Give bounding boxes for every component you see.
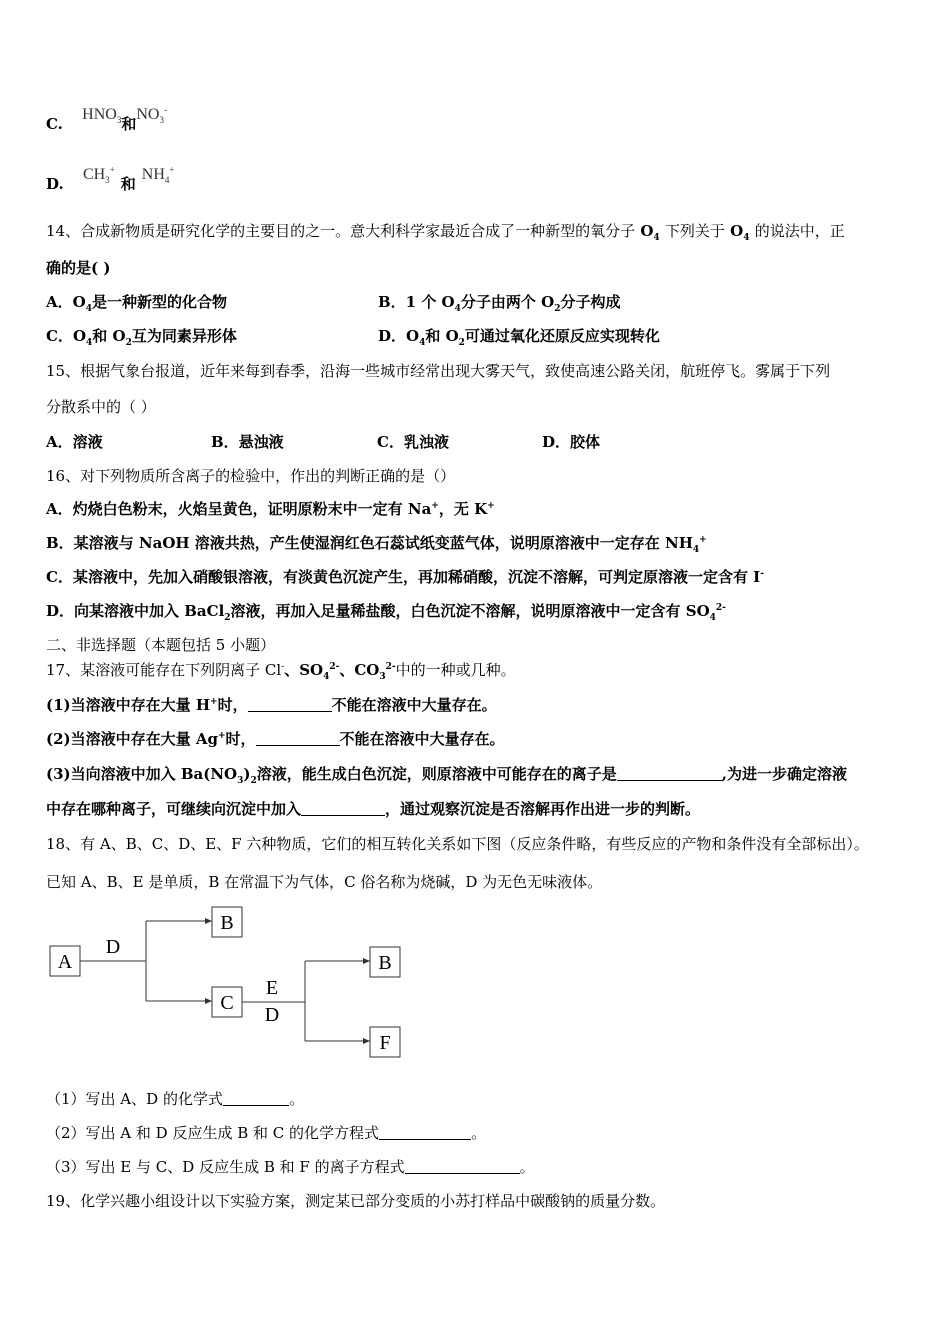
q18-part3: （3）写出 E 与 C、D 反应生成 B 和 F 的离子方程式 。 [46, 1158, 535, 1176]
q17-part3-cont: 中存在哪种离子，可继续向沉淀中加入 ，通过观察沉淀是否溶解再作出进一步的判断。 [46, 800, 701, 818]
q17-part3: (3)当向溶液中加入 $Ba(NO_3)_2$溶液，能生成白色沉淀，则原溶液中可能存在的离子是 ,为进一步确定溶液 [46, 765, 848, 786]
formula-hno3: $HNO_3$ [82, 106, 122, 126]
node-f: F [379, 1032, 391, 1054]
q16-option-b: B．某溶液与 NaOH 溶液共热，产生使湿润红色石蕊试纸变蓝气体，说明原溶液中一定存在 $NH_4^+$ [46, 534, 707, 555]
formula-no3: $NO_3^-$ [136, 104, 167, 126]
q14-option-c: C．$O_4$和 $O_2$互为同素异形体 [46, 327, 237, 348]
q15-option-b: B．悬浊液 [211, 433, 284, 451]
answer-blank[interactable] [223, 1091, 289, 1106]
label-e: E [265, 977, 279, 999]
q15-stem-line1: 15、根据气象台报道，近年来每到春季，沿海一些城市经常出现大雾天气，致使高速公路关闭，航班停飞。雾属于下列 [46, 362, 831, 380]
q14-stem-line2: 确的是( ) [46, 259, 111, 277]
q15-option-a: A．溶液 [46, 433, 103, 451]
label-d2: D [264, 1004, 280, 1026]
node-b1: B [220, 912, 234, 934]
section-heading: 二、非选择题（本题包括 5 小题） [46, 636, 276, 654]
q19-stem: 19、化学兴趣小组设计以下实验方案，测定某已部分变质的小苏打样品中碳酸钠的质量分数。 [46, 1192, 666, 1210]
q18-part2: （2）写出 A 和 D 反应生成 B 和 C 的化学方程式 。 [46, 1124, 487, 1142]
q18-stem-line1: 18、有 A、B、C、D、E、F 六种物质，它们的相互转化关系如下图（反应条件略，有些反应的产物和条件没有全部标出）。 [46, 835, 869, 853]
formula-nh4: $NH_4^+$ [141, 164, 175, 186]
answer-blank[interactable] [405, 1159, 520, 1174]
q16-option-d: D．向某溶液中加入 BaCl$_2$溶液，再加入足量稀盐酸，白色沉淀不溶解，说明原溶液中一定含有 $SO_4^{2-}$ [46, 602, 726, 623]
q15-option-d: D．胶体 [542, 433, 601, 451]
q17-part1: (1)当溶液中存在大量 H+时， 不能在溶液中大量存在。 [46, 696, 497, 714]
q15-stem-line2: 分散系中的（ ） [46, 398, 156, 416]
q17-part2: (2)当溶液中存在大量 Ag+时， 不能在溶液中大量存在。 [46, 730, 505, 748]
q16-option-c: C．某溶液中，先加入硝酸银溶液，有淡黄色沉淀产生，再加稀硝酸，沉淀不溶解，可判定原溶液一定含有 I- [46, 568, 764, 586]
node-c: C [220, 992, 234, 1014]
q16-option-a: A．灼烧白色粉末，火焰呈黄色，证明原粉末中一定有 Na+，无 K+ [46, 500, 495, 518]
option-c: C. $HNO_3$和$NO_3^-$ [46, 104, 167, 133]
q17-stem: 17、某溶液可能存在下列阴离子 Cl-、$SO_4^{2-}$、$CO_3^{2-}$中的一种或几种。 [46, 661, 516, 682]
answer-blank[interactable] [379, 1125, 471, 1140]
q14-option-b: B．1 个 $O_4$分子由两个 $O_2$分子构成 [378, 293, 621, 314]
q14-stem-line1: 14、合成新物质是研究化学的主要目的之一。意大利科学家最近合成了一种新型的氧分子 $O_4$ 下列关于 $O_4$ 的说法中，正 [46, 222, 845, 243]
q16-stem: 16、对下列物质所含离子的检验中，作出的判断正确的是（） [46, 467, 456, 485]
node-a: A [57, 951, 73, 973]
formula-ch3: $CH_3^+$ [82, 164, 115, 186]
q15-option-c: C．乳浊液 [377, 433, 449, 451]
q14-option-a: A．$O_4$是一种新型的化合物 [46, 293, 227, 314]
option-d: D. $CH_3^+$和$NH_4^+$ [46, 164, 175, 193]
q18-stem-line2: 已知 A、B、E 是单质，B 在常温下为气体，C 俗名称为烧碱，D 为无色无味液体。 [46, 873, 603, 891]
q14-option-d: D．$O_4$和 $O_2$可通过氧化还原反应实现转化 [378, 327, 660, 348]
q18-part1: （1）写出 A、D 的化学式 。 [46, 1090, 304, 1108]
node-b2: B [378, 952, 392, 974]
label-d1: D [105, 936, 121, 958]
